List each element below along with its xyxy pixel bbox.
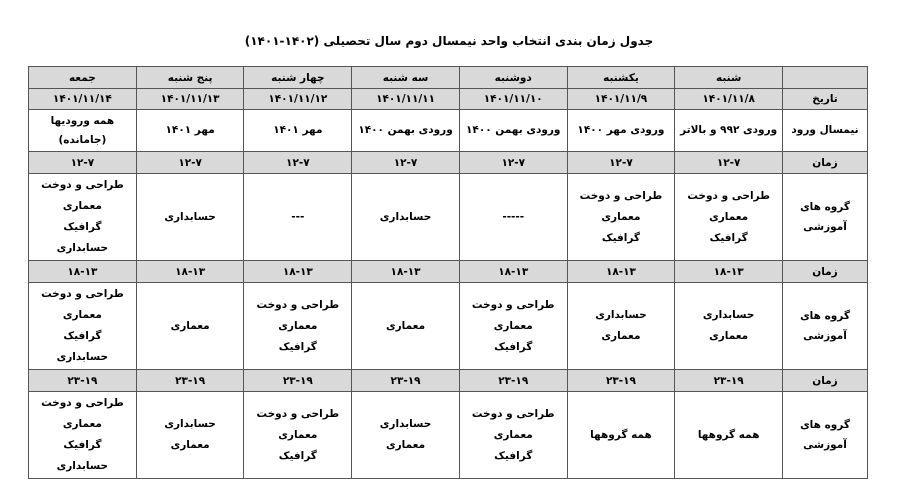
groups-cell bbox=[352, 283, 460, 370]
day-cell-sat: شنبه bbox=[675, 67, 783, 89]
time-cell: ۲۳-۱۹ bbox=[244, 370, 352, 392]
group-item: طراحی و دوخت bbox=[41, 397, 124, 409]
day-cell-thu: پنج شنبه bbox=[136, 67, 244, 89]
date-cell: ۱۴۰۱/۱۱/۱۲ bbox=[244, 89, 352, 110]
time-cell: ۱۸-۱۳ bbox=[675, 261, 783, 283]
date-row-label: تاریخ bbox=[783, 89, 868, 110]
group-item: معماری bbox=[601, 330, 641, 342]
group-item: حسابداری bbox=[56, 351, 109, 363]
group-item: حسابداری bbox=[379, 210, 432, 223]
group-item: حسابداری bbox=[56, 460, 109, 472]
corner-cell bbox=[783, 67, 868, 89]
group-item: معماری bbox=[709, 210, 749, 223]
day-cell-wed: چهار شنبه bbox=[244, 67, 352, 89]
entry-row-label: نیمسال ورود bbox=[783, 110, 868, 152]
time-cell: ۲۳-۱۹ bbox=[29, 370, 137, 392]
day-cell-tue: سه شنبه bbox=[352, 67, 460, 89]
group-item: حسابداری bbox=[379, 418, 432, 430]
groups-cell bbox=[136, 283, 244, 370]
group-item: گرافیک bbox=[601, 231, 641, 244]
groups-row bbox=[29, 283, 868, 370]
time-cell: ۱۲-۷ bbox=[136, 152, 244, 174]
groups-row bbox=[29, 392, 868, 479]
groups-cell bbox=[567, 174, 675, 261]
time-cell: ۱۲-۷ bbox=[244, 152, 352, 174]
time-cell: ۱۸-۱۳ bbox=[244, 261, 352, 283]
time-cell: ۲۳-۱۹ bbox=[459, 370, 567, 392]
groups-cell bbox=[459, 392, 567, 479]
groups-cell bbox=[29, 392, 137, 479]
entry-cell: ورودی بهمن ۱۴۰۰ bbox=[352, 110, 460, 152]
time-cell: ۱۸-۱۳ bbox=[136, 261, 244, 283]
group-item: گرافیک bbox=[494, 340, 533, 353]
groups-cell bbox=[29, 283, 137, 370]
date-cell: ۱۴۰۱/۱۱/۹ bbox=[567, 89, 675, 110]
date-cell: ۱۴۰۱/۱۱/۱۰ bbox=[459, 89, 567, 110]
time-cell: ۱۸-۱۳ bbox=[29, 261, 137, 283]
time-cell: ۲۳-۱۹ bbox=[352, 370, 460, 392]
entry-semester-row bbox=[29, 110, 868, 152]
group-item: گرافیک bbox=[709, 231, 748, 244]
group-item: گرافیک bbox=[278, 449, 317, 462]
groups-cell bbox=[675, 283, 783, 370]
entry-cell: ورودی مهر ۱۴۰۰ bbox=[567, 110, 675, 152]
group-item: همه گروهها bbox=[590, 428, 652, 441]
date-cell: ۱۴۰۱/۱۱/۱۴ bbox=[29, 89, 137, 110]
groups-cell bbox=[136, 392, 244, 479]
group-item: معماری bbox=[386, 319, 426, 332]
group-item: حسابداری bbox=[164, 418, 216, 430]
group-item: ----- bbox=[502, 210, 525, 223]
group-item: طراحی و دوخت bbox=[256, 298, 340, 311]
groups-cell bbox=[459, 174, 567, 261]
group-item: طراحی و دوخت bbox=[471, 407, 555, 420]
group-item: طراحی و دوخت bbox=[256, 407, 340, 420]
time-row-label: زمان bbox=[783, 261, 868, 283]
date-cell: ۱۴۰۱/۱۱/۱۳ bbox=[136, 89, 244, 110]
time-cell: ۱۲-۷ bbox=[567, 152, 675, 174]
day-cell-sun: یکشنبه bbox=[567, 67, 675, 89]
groups-cell bbox=[29, 174, 137, 261]
group-item: گرافیک bbox=[63, 439, 102, 451]
group-item: طراحی و دوخت bbox=[579, 189, 663, 202]
group-item: معماری bbox=[170, 439, 210, 451]
group-item: معماری bbox=[709, 330, 749, 342]
groups-cell bbox=[244, 174, 352, 261]
day-cell-fri: جمعه bbox=[29, 67, 137, 89]
group-item: معماری bbox=[278, 319, 318, 332]
group-item: حسابداری bbox=[56, 242, 109, 254]
group-item: طراحی و دوخت bbox=[41, 179, 124, 191]
time-cell: ۱۲-۷ bbox=[675, 152, 783, 174]
time-cell: ۲۳-۱۹ bbox=[567, 370, 675, 392]
groups-cell bbox=[136, 174, 244, 261]
groups-row bbox=[29, 174, 868, 261]
groups-cell bbox=[675, 174, 783, 261]
entry-cell: مهر ۱۴۰۱ bbox=[244, 110, 352, 152]
group-item: معماری bbox=[62, 200, 102, 212]
groups-cell bbox=[244, 392, 352, 479]
time-cell: ۱۲-۷ bbox=[29, 152, 137, 174]
group-item: معماری bbox=[493, 428, 533, 441]
time-cell: ۲۳-۱۹ bbox=[136, 370, 244, 392]
group-item: گرافیک bbox=[63, 221, 102, 233]
group-item: طراحی و دوخت bbox=[41, 288, 124, 300]
time-row-label: زمان bbox=[783, 152, 868, 174]
groups-cell bbox=[459, 283, 567, 370]
groups-cell bbox=[567, 392, 675, 479]
time-cell: ۱۸-۱۳ bbox=[459, 261, 567, 283]
time-row bbox=[29, 370, 868, 392]
document-title: جدول زمان بندی انتخاب واحد نیمسال دوم سال تحصیلی (۱۴۰۲-۱۴۰۱) bbox=[244, 34, 654, 48]
entry-cell: ورودی ۹۹۲ و بالاتر bbox=[675, 110, 783, 152]
group-item: معماری bbox=[62, 309, 102, 321]
entry-cell: ورودی بهمن ۱۴۰۰ bbox=[459, 110, 567, 152]
groups-cell bbox=[567, 283, 675, 370]
day-cell-mon: دوشنبه bbox=[459, 67, 567, 89]
group-item: طراحی و دوخت bbox=[471, 298, 555, 311]
date-cell: ۱۴۰۱/۱۱/۸ bbox=[675, 89, 783, 110]
group-item: معماری bbox=[386, 439, 426, 451]
groups-row-label: گروه های آموزشی bbox=[783, 174, 868, 261]
time-row-label: زمان bbox=[783, 370, 868, 392]
group-item: معماری bbox=[62, 418, 102, 430]
groups-cell bbox=[352, 174, 460, 261]
group-item: طراحی و دوخت bbox=[687, 189, 770, 202]
group-item: گرافیک bbox=[494, 449, 533, 462]
groups-row-label: گروه های آموزشی bbox=[783, 283, 868, 370]
group-item: حسابداری bbox=[595, 309, 647, 321]
date-row bbox=[29, 89, 868, 110]
group-item: همه گروهها bbox=[697, 428, 760, 441]
time-cell: ۲۳-۱۹ bbox=[675, 370, 783, 392]
groups-cell bbox=[675, 392, 783, 479]
groups-cell bbox=[352, 392, 460, 479]
time-row bbox=[29, 152, 868, 174]
group-item: معماری bbox=[170, 319, 210, 332]
schedule-table bbox=[28, 66, 868, 479]
group-item: معماری bbox=[493, 319, 533, 332]
group-item: گرافیک bbox=[278, 340, 317, 353]
entry-cell: مهر ۱۴۰۱ bbox=[136, 110, 244, 152]
group-item: حسابداری bbox=[702, 309, 755, 321]
time-cell: ۱۸-۱۳ bbox=[567, 261, 675, 283]
time-cell: ۱۲-۷ bbox=[352, 152, 460, 174]
group-item: گرافیک bbox=[63, 330, 102, 342]
group-item: --- bbox=[291, 210, 305, 223]
group-item: معماری bbox=[601, 210, 641, 223]
time-cell: ۱۲-۷ bbox=[459, 152, 567, 174]
groups-row-label: گروه های آموزشی bbox=[783, 392, 868, 479]
group-item: حسابداری bbox=[164, 210, 216, 223]
group-item: معماری bbox=[278, 428, 318, 441]
day-header-row bbox=[29, 67, 868, 89]
date-cell: ۱۴۰۱/۱۱/۱۱ bbox=[352, 89, 460, 110]
entry-cell: همه ورودیها (جامانده) bbox=[29, 110, 137, 152]
time-row bbox=[29, 261, 868, 283]
groups-cell bbox=[244, 283, 352, 370]
time-cell: ۱۸-۱۳ bbox=[352, 261, 460, 283]
